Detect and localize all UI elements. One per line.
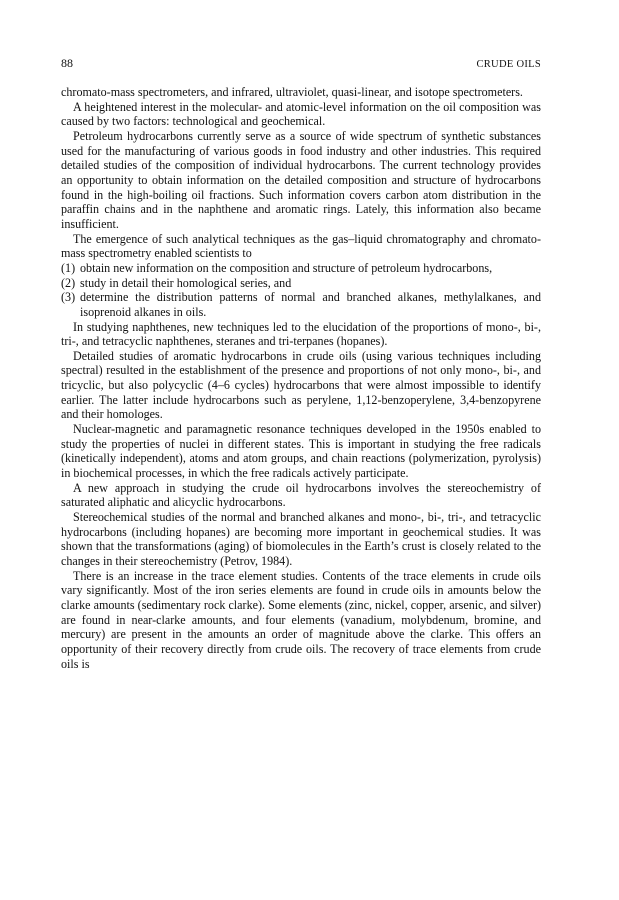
paragraph: A heightened interest in the molecular- and atomic-level information on the oil composition was caused by two factors: technological and geochemical. <box>61 99 541 129</box>
body-text <box>61 85 541 671</box>
paragraph: There is an increase in the trace element studies. Contents of the trace elements in crude oils vary significantly. Most of the iron series elements are found in crude oils in amounts below the clarke amounts (sedimentary rock clarke). Some elements (zinc, nickel, copper, arsenic, and silver) are found in near-clarke amounts, and four elements (vanadium, molybdenum, bromine, and mercury) are present in the amounts an order of magnitude above the clarke. This offers an opportunity of their recovery directly from crude oils. The recovery of trace elements from crude oils is <box>61 568 541 671</box>
page-number: 88 <box>61 56 73 70</box>
paragraph: Petroleum hydrocarbons currently serve as a source of wide spectrum of synthetic substances used for the manufacturing of various goods in food industry and other industries. This required detailed studies of the composition of individual hydrocarbons. The current technology provides an opportunity to obtain information on the detailed composition and structure of hydrocarbons found in the high-boiling oil fractions. Such information covers carbon atom distribution in the paraffin chains and in the naphthene and aromatic rings. Lately, this information also became insufficient. <box>61 128 541 231</box>
paragraph: A new approach in studying the crude oil hydrocarbons involves the stereochemistry of saturated aliphatic and alicyclic hydrocarbons. <box>61 480 541 510</box>
paragraph: The emergence of such analytical techniques as the gas–liquid chromatography and chromato-mass spectrometry enabled scientists to <box>61 231 541 261</box>
list-item-number: (2) <box>61 275 76 290</box>
list-item-text: study in detail their homological series, and <box>80 275 292 290</box>
paragraph: Nuclear-magnetic and paramagnetic resonance techniques developed in the 1950s enabled to study the properties of nuclei in different states. This is important in studying the free radicals (kinetically independent), atoms and atom groups, and chain reactions (polymerization, pyrolysis) in biochemical processes, in which the free radicals actively participate. <box>61 422 541 481</box>
list-item-text: determine the distribution patterns of normal and branched alkanes, methylalkanes, and isoprenoid alkanes in oils. <box>80 290 541 319</box>
paragraph: chromato-mass spectrometers, and infrared, ultraviolet, quasi-linear, and isotope spectrometers. <box>61 85 523 99</box>
paragraph: Detailed studies of aromatic hydrocarbons in crude oils (using various techniques including spectral) resulted in the establishment of the presence and proportions of not only mono-, bi-, and tricyclic, but also polycyclic (4–6 cycles) hydrocarbons that were almost impossible to identify earlier. The latter include hydrocarbons such as perylene, 1,12-benzoperylene, 3,4-benzopyrene and their homologes. <box>61 348 541 422</box>
running-head: CRUDE OILS <box>476 59 541 70</box>
paragraph: Stereochemical studies of the normal and branched alkanes and mono-, bi-, tri-, and tetracyclic hydrocarbons (including hopanes) are becoming more important in geochemical studies. It was shown that the transformations (aging) of biomolecules in the Earth’s crust is closely related to the changes in their stereochemistry (Petrov, 1984). <box>61 510 541 568</box>
list-item-text: obtain new information on the composition and structure of petroleum hydrocarbons, <box>80 260 493 275</box>
list-item <box>61 290 541 319</box>
list-item <box>61 276 541 291</box>
page-header <box>61 56 541 71</box>
numbered-list <box>61 261 541 320</box>
page <box>61 56 541 671</box>
list-item-number: (3) <box>61 290 76 305</box>
list-item <box>61 261 541 276</box>
list-item-number: (1) <box>61 260 76 275</box>
paragraph: In studying naphthenes, new techniques led to the elucidation of the proportions of mono-, bi-, tri-, and tetracyclic naphthenes, steranes and tri-terpanes (hopanes). <box>61 319 541 349</box>
